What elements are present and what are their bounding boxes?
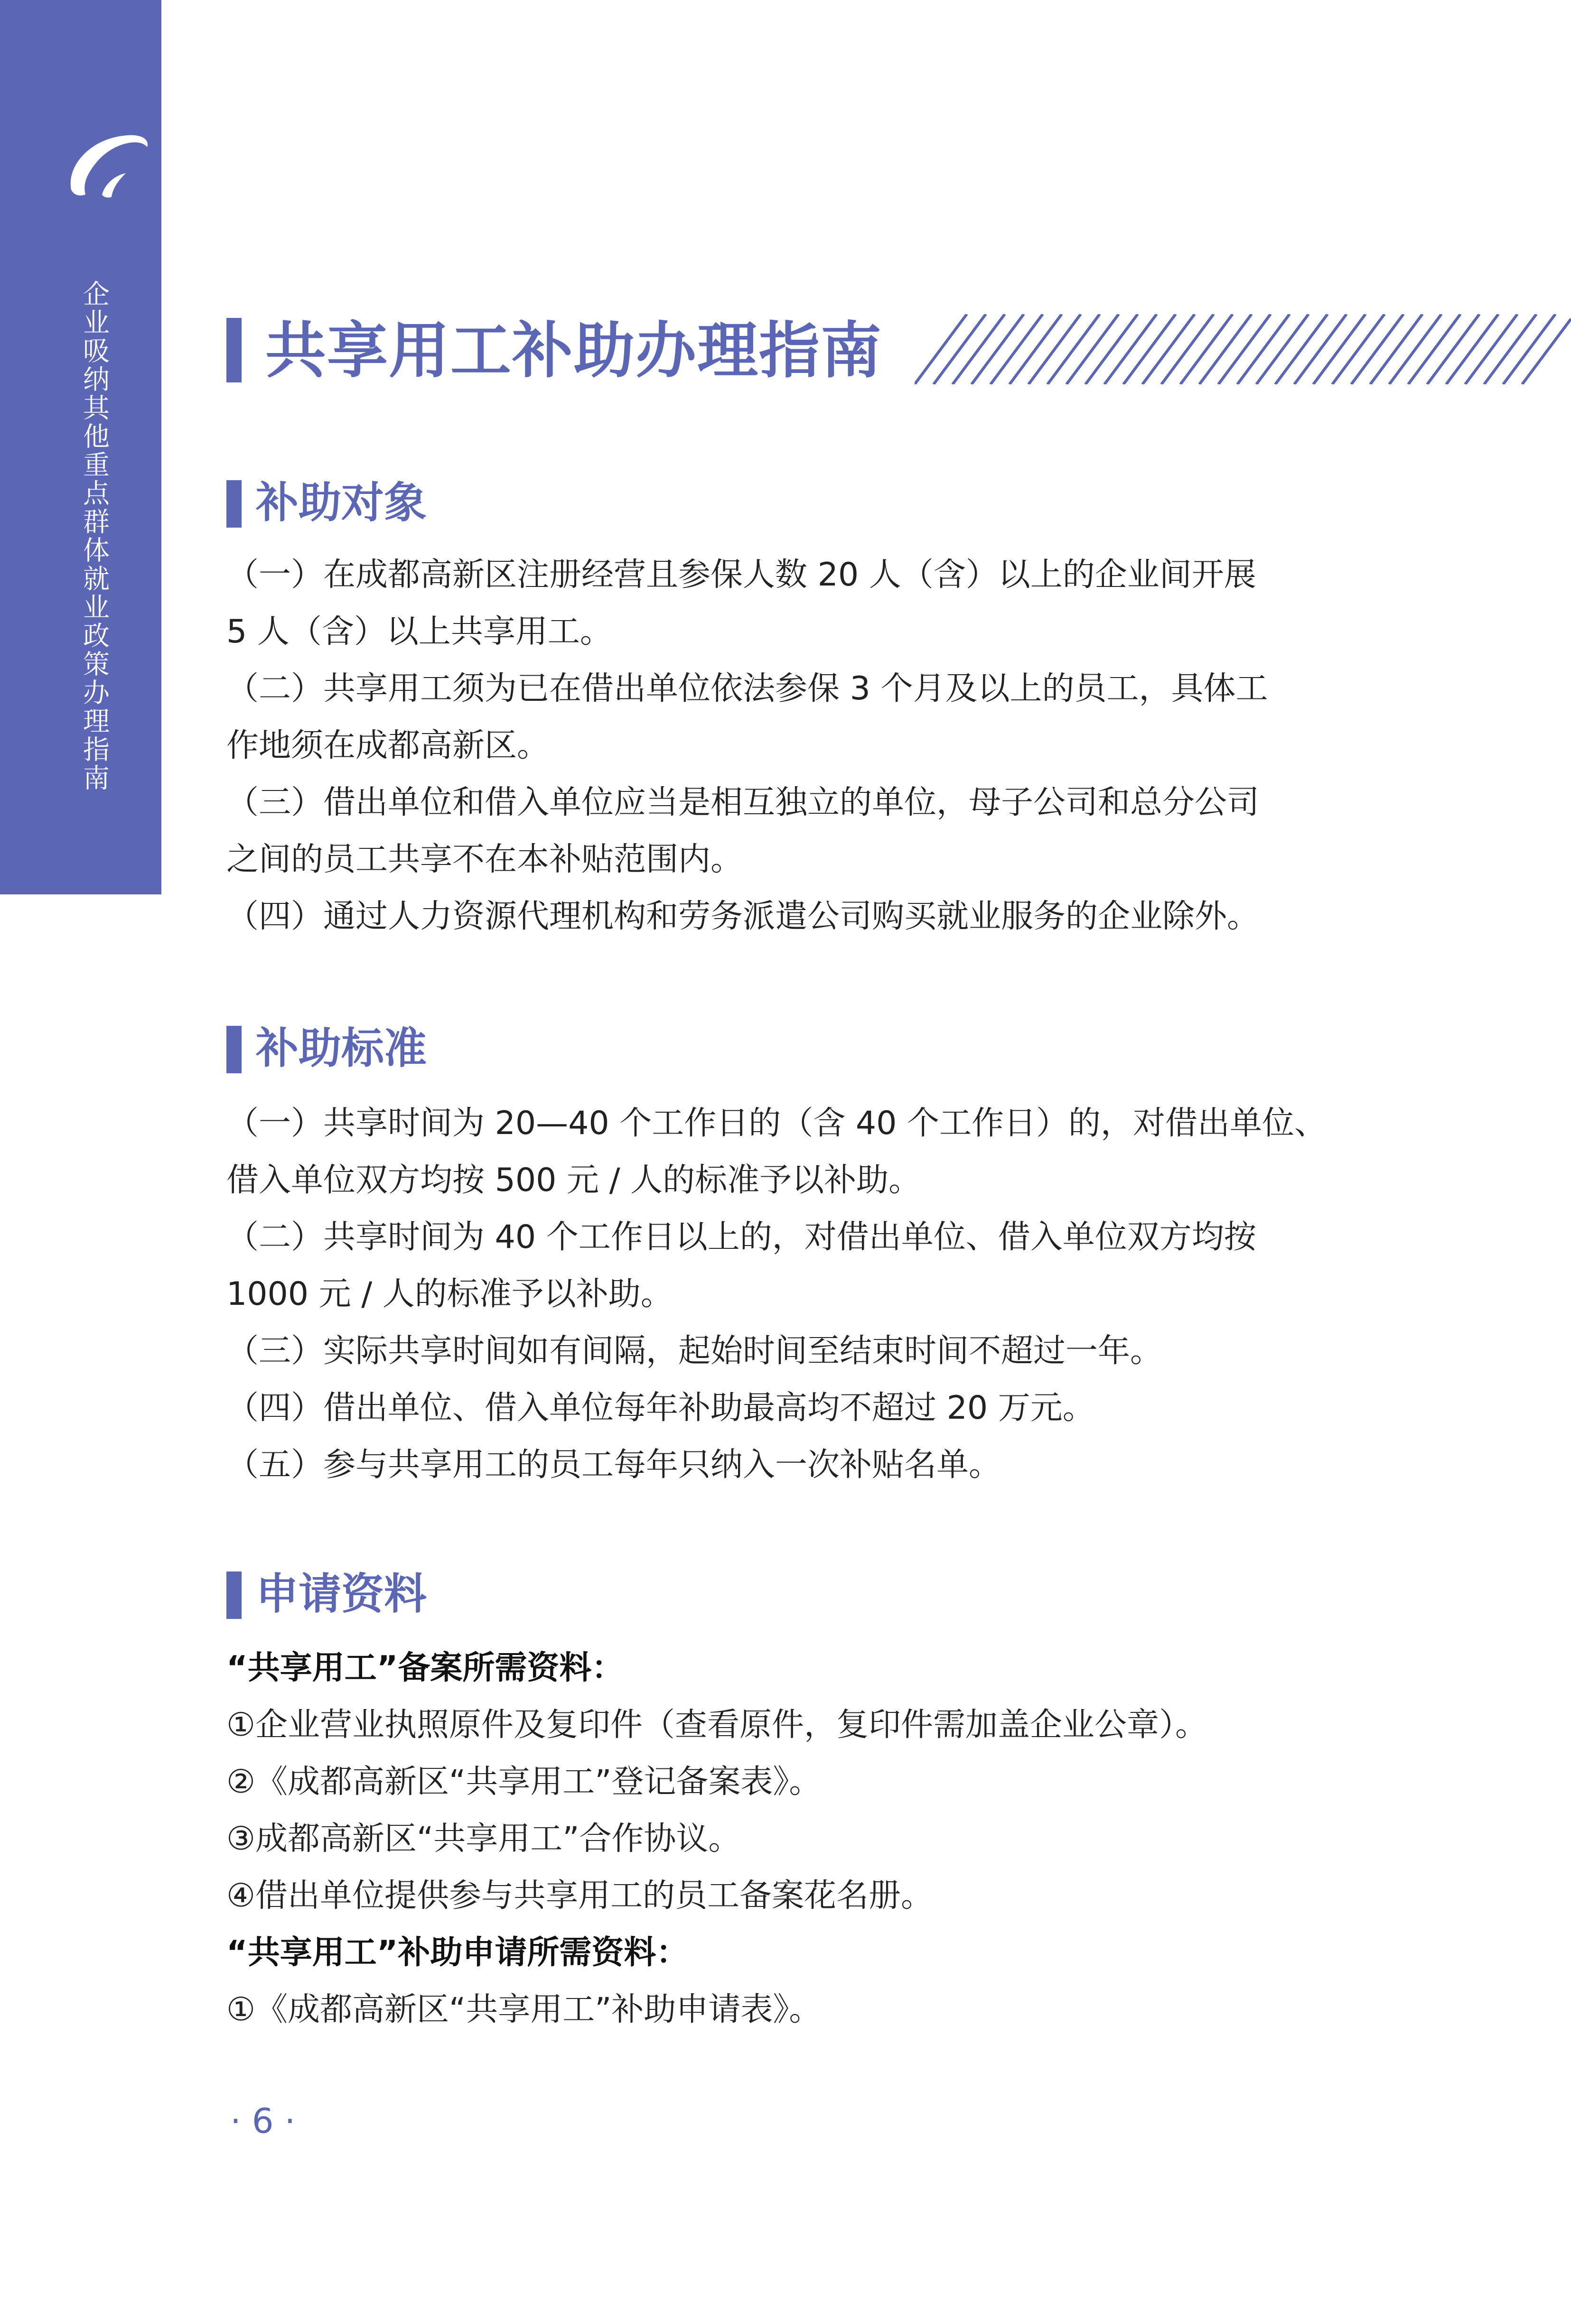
text-line: 1000 元 / 人的标准予以补助。 bbox=[226, 1275, 673, 1313]
section-title: 补助标准 bbox=[256, 1023, 427, 1073]
text-line: （四）通过人力资源代理机构和劳务派遣公司购买就业服务的企业除外。 bbox=[226, 898, 1260, 935]
text-line: 借入单位双方均按 500 元 / 人的标准予以补助。 bbox=[226, 1162, 921, 1199]
text-line: （一）在成都高新区注册经营且参保人数 20 人（含）以上的企业间开展 bbox=[226, 556, 1256, 594]
text-line: ①企业营业执照原件及复印件（查看原件，复印件需加盖企业公章）。 bbox=[226, 1706, 1207, 1744]
section-title: 补助对象 bbox=[256, 478, 427, 528]
page-title: 共享用工补助办理指南 bbox=[265, 316, 883, 386]
page-title-block bbox=[226, 313, 1571, 389]
title-accent-bar bbox=[226, 318, 242, 382]
text-line: ④借出单位提供参与共享用工的员工备案花名册。 bbox=[226, 1877, 933, 1915]
text-line: （二）共享时间为 40 个工作日以上的，对借出单位、借入单位双方均按 bbox=[226, 1218, 1256, 1256]
subheading-filing-materials: “共享用工”备案所需资料： bbox=[226, 1649, 624, 1687]
text-line: （二）共享用工须为已在借出单位依法参保 3 个月及以上的员工，具体工 bbox=[226, 670, 1268, 707]
diagonal-hatch-decoration bbox=[915, 314, 1571, 384]
text-line: （三）实际共享时间如有间隔，起始时间至结束时间不超过一年。 bbox=[226, 1332, 1163, 1370]
text-line: （四）借出单位、借入单位每年补助最高均不超过 20 万元。 bbox=[226, 1389, 1095, 1427]
section-accent-bar bbox=[226, 480, 242, 528]
section-title: 申请资料 bbox=[256, 1569, 427, 1619]
page-number: · 6 · bbox=[230, 2101, 296, 2141]
text-line: （三）借出单位和借入单位应当是相互独立的单位，母子公司和总分公司 bbox=[226, 784, 1260, 821]
text-line: ②《成都高新区“共享用工”登记备案表》。 bbox=[226, 1763, 822, 1801]
side-tab bbox=[0, 0, 161, 894]
section-body-subsidy-target bbox=[226, 547, 1318, 945]
text-line: （一）共享时间为 20—40 个工作日的（含 40 个工作日）的，对借出单位、 bbox=[226, 1105, 1327, 1142]
text-line: ③成都高新区“共享用工”合作协议。 bbox=[226, 1820, 741, 1858]
swoosh-logo-icon bbox=[57, 119, 152, 214]
section-body-application-materials bbox=[226, 1640, 1318, 2038]
section-accent-bar bbox=[226, 1026, 242, 1073]
text-line: ①《成都高新区“共享用工”补助申请表》。 bbox=[226, 1991, 822, 2028]
subheading-subsidy-materials: “共享用工”补助申请所需资料： bbox=[226, 1934, 689, 1971]
text-line: 5 人（含）以上共享用工。 bbox=[226, 613, 612, 651]
text-line: 作地须在成都高新区。 bbox=[226, 727, 550, 764]
side-vertical-title: 企业吸纳其他重点群体就业政策办理指南 bbox=[79, 280, 110, 792]
text-line: 之间的员工共享不在本补贴范围内。 bbox=[226, 841, 743, 878]
section-accent-bar bbox=[226, 1571, 242, 1619]
section-body-subsidy-standard bbox=[226, 1095, 1327, 1494]
text-line: （五）参与共享用工的员工每年只纳入一次补贴名单。 bbox=[226, 1446, 1001, 1484]
